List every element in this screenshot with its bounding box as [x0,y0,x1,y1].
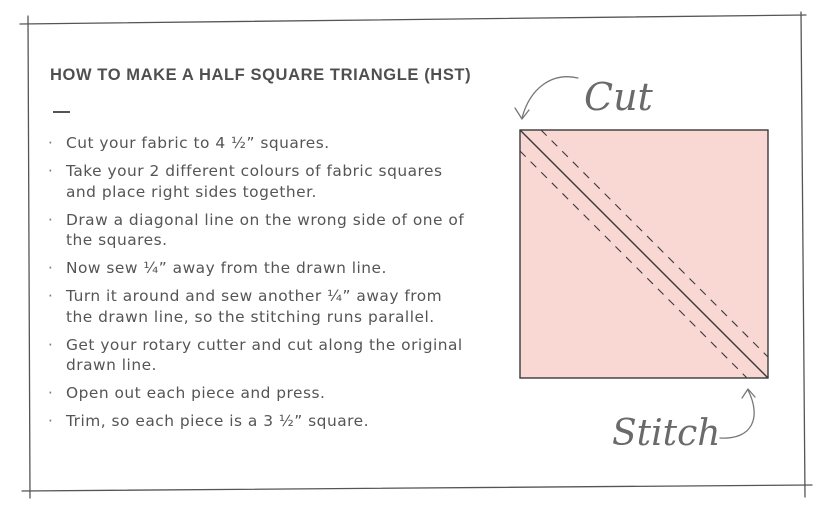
step-text: Take your 2 different colours of fabric squares and place right sides together. [66,162,443,201]
list-item [48,383,468,404]
bullet-icon: · [48,384,54,402]
cut-arrow-icon [515,77,578,119]
step-text: Open out each piece and press. [66,384,326,402]
list-item [48,258,468,279]
hst-diagram [508,60,778,460]
step-text: Now sew ¼” away from the drawn line. [66,259,387,277]
bullet-icon: · [48,162,54,180]
title-underline [53,111,70,113]
frame-left-line [28,16,30,498]
stitch-arrow-icon [720,389,755,438]
bullet-icon: · [48,259,54,277]
step-text: Draw a diagonal line on the wrong side of one of the squares. [66,210,465,249]
cut-label: Cut [584,75,653,119]
list-item [48,133,468,154]
step-text: Cut your fabric to 4 ½” squares. [66,134,330,152]
frame-bottom-line [22,485,812,491]
list-item [48,286,468,327]
step-text: Turn it around and sew another ¼” away from the drawn line, so the stitching runs parallel. [66,287,443,326]
bullet-icon: · [48,335,54,354]
step-text: Trim, so each piece is a 3 ½” square. [66,412,369,430]
stitch-label: Stitch [612,413,721,454]
page-title: HOW TO MAKE A HALF SQUARE TRIANGLE (HST) [50,66,472,84]
bullet-icon: · [48,210,54,229]
steps-list [48,133,468,439]
bullet-icon: · [48,287,54,305]
list-item [48,411,468,432]
list-item [48,335,468,376]
frame-top-line [20,15,806,24]
bullet-icon: · [48,412,54,430]
bullet-icon: · [48,134,54,152]
list-item [48,210,468,251]
list-item [48,161,468,202]
step-text: Get your rotary cutter and cut along the original drawn line. [66,335,463,374]
frame-right-line [801,12,805,497]
